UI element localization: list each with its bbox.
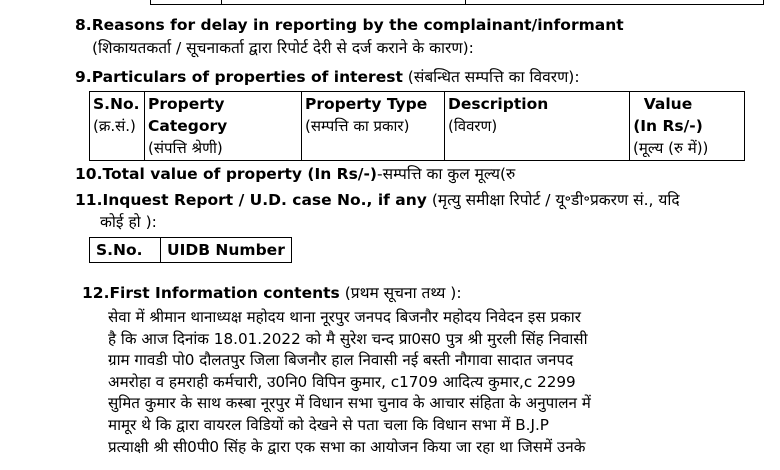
section-12-title: First Information contents (109, 284, 340, 302)
property-table-header (90, 92, 745, 161)
section-9-hindi: (संबन्धित सम्पत्ति का विवरण): (407, 68, 580, 86)
section-8-number: 8. (75, 16, 92, 34)
section-9-heading (75, 67, 580, 87)
col-type-hi: (सम्पत्ति का प्रकार) (305, 117, 410, 135)
fir-line: प्रत्याक्षी श्री सी0पी0 सिंह के द्वारा एक सभा का आयोजन किया जा रहा था जिसमें उनके (108, 437, 586, 456)
fir-line: अमरोहा व हमराही कर्मचारी, उ0नि0 विपिन कुमार, c1709 आदित्य कुमार,c 2299 (108, 372, 576, 391)
fir-line: मामूर थे कि द्वारा वायरल विडियों को देखने से पता चला कि विधान सभा में B.J.P (108, 415, 549, 434)
col-description-hi: (विवरण) (448, 117, 498, 135)
section-11-title: Inquest Report / U.D. case No., if any (102, 191, 427, 209)
fir-contents (86, 307, 756, 458)
section-10-title: Total value of property (In Rs/-) (102, 165, 377, 183)
col-description-en: Description (448, 95, 549, 113)
col-property-type (302, 92, 445, 161)
section-11-number: 11. (75, 191, 103, 209)
uidb-col-sno: S.No. (90, 238, 161, 263)
col-value-en: Value (In Rs/-) (633, 95, 703, 135)
section-10-heading (75, 164, 515, 184)
section-11-hindi: (मृत्यु समीक्षा रिपोर्ट / यू॰डी॰प्रकरण सं., यदि (431, 191, 680, 209)
uidb-table (89, 237, 292, 263)
top-table-fragment (150, 0, 764, 5)
col-property-category (145, 92, 302, 161)
col-sno-hi: (क्र.सं.) (93, 117, 136, 135)
col-category-hi: (संपत्ति श्रेणी) (148, 139, 223, 157)
section-9-number: 9. (75, 68, 92, 86)
fir-line: है कि आज दिनांक 18.01.2022 को मै सुरेश चन्द प्रा0स0 पुत्र श्री मुरली सिंह निवासी (108, 329, 588, 348)
section-12-heading (82, 283, 462, 303)
uidb-table-header (90, 238, 292, 263)
col-value (630, 92, 745, 161)
col-type-en: Property Type (305, 95, 428, 113)
section-12-number: 12. (82, 284, 110, 302)
section-8-heading (75, 15, 624, 35)
col-sno (90, 92, 145, 161)
section-11-hindi-cont: कोई हो ): (100, 213, 157, 231)
section-12-hindi: (प्रथम सूचना तथ्य ): (344, 284, 462, 302)
col-description (445, 92, 630, 161)
section-9-title: Particulars of properties of interest (91, 68, 403, 86)
section-10-hindi: -सम्पत्ति का कुल मूल्य(रु (377, 165, 516, 183)
property-table (89, 91, 745, 161)
col-sno-en: S.No. (93, 95, 140, 113)
section-8-title: Reasons for delay in reporting by the complainant/informant (91, 16, 624, 34)
col-value-hi: (मूल्य (रु में)) (633, 139, 709, 157)
section-11-heading (75, 190, 680, 210)
section-10-number: 10. (75, 165, 103, 183)
section-8-hindi: (शिकायतकर्ता / सूचनाकर्ता द्वारा रिपोर्ट देरी से दर्ज कराने के कारण): (92, 39, 474, 57)
fir-line: सेवा में श्रीमान थानाध्यक्ष महोदय थाना नूरपुर जनपद बिजनौर महोदय निवेदन इस प्रकार (108, 308, 581, 326)
col-category-en: Property Category (148, 95, 228, 135)
fir-line: सुमित कुमार के साथ कस्बा नूरपुर में विधान सभा चुनाव के आचार संहिता के अनुपालन में (108, 394, 591, 413)
uidb-col-number: UIDB Number (161, 238, 292, 263)
fir-line: ग्राम गावडी पो0 दौलतपुर जिला बिजनौर हाल निवासी नई बस्ती नौगावा सादात जनपद (108, 351, 574, 370)
